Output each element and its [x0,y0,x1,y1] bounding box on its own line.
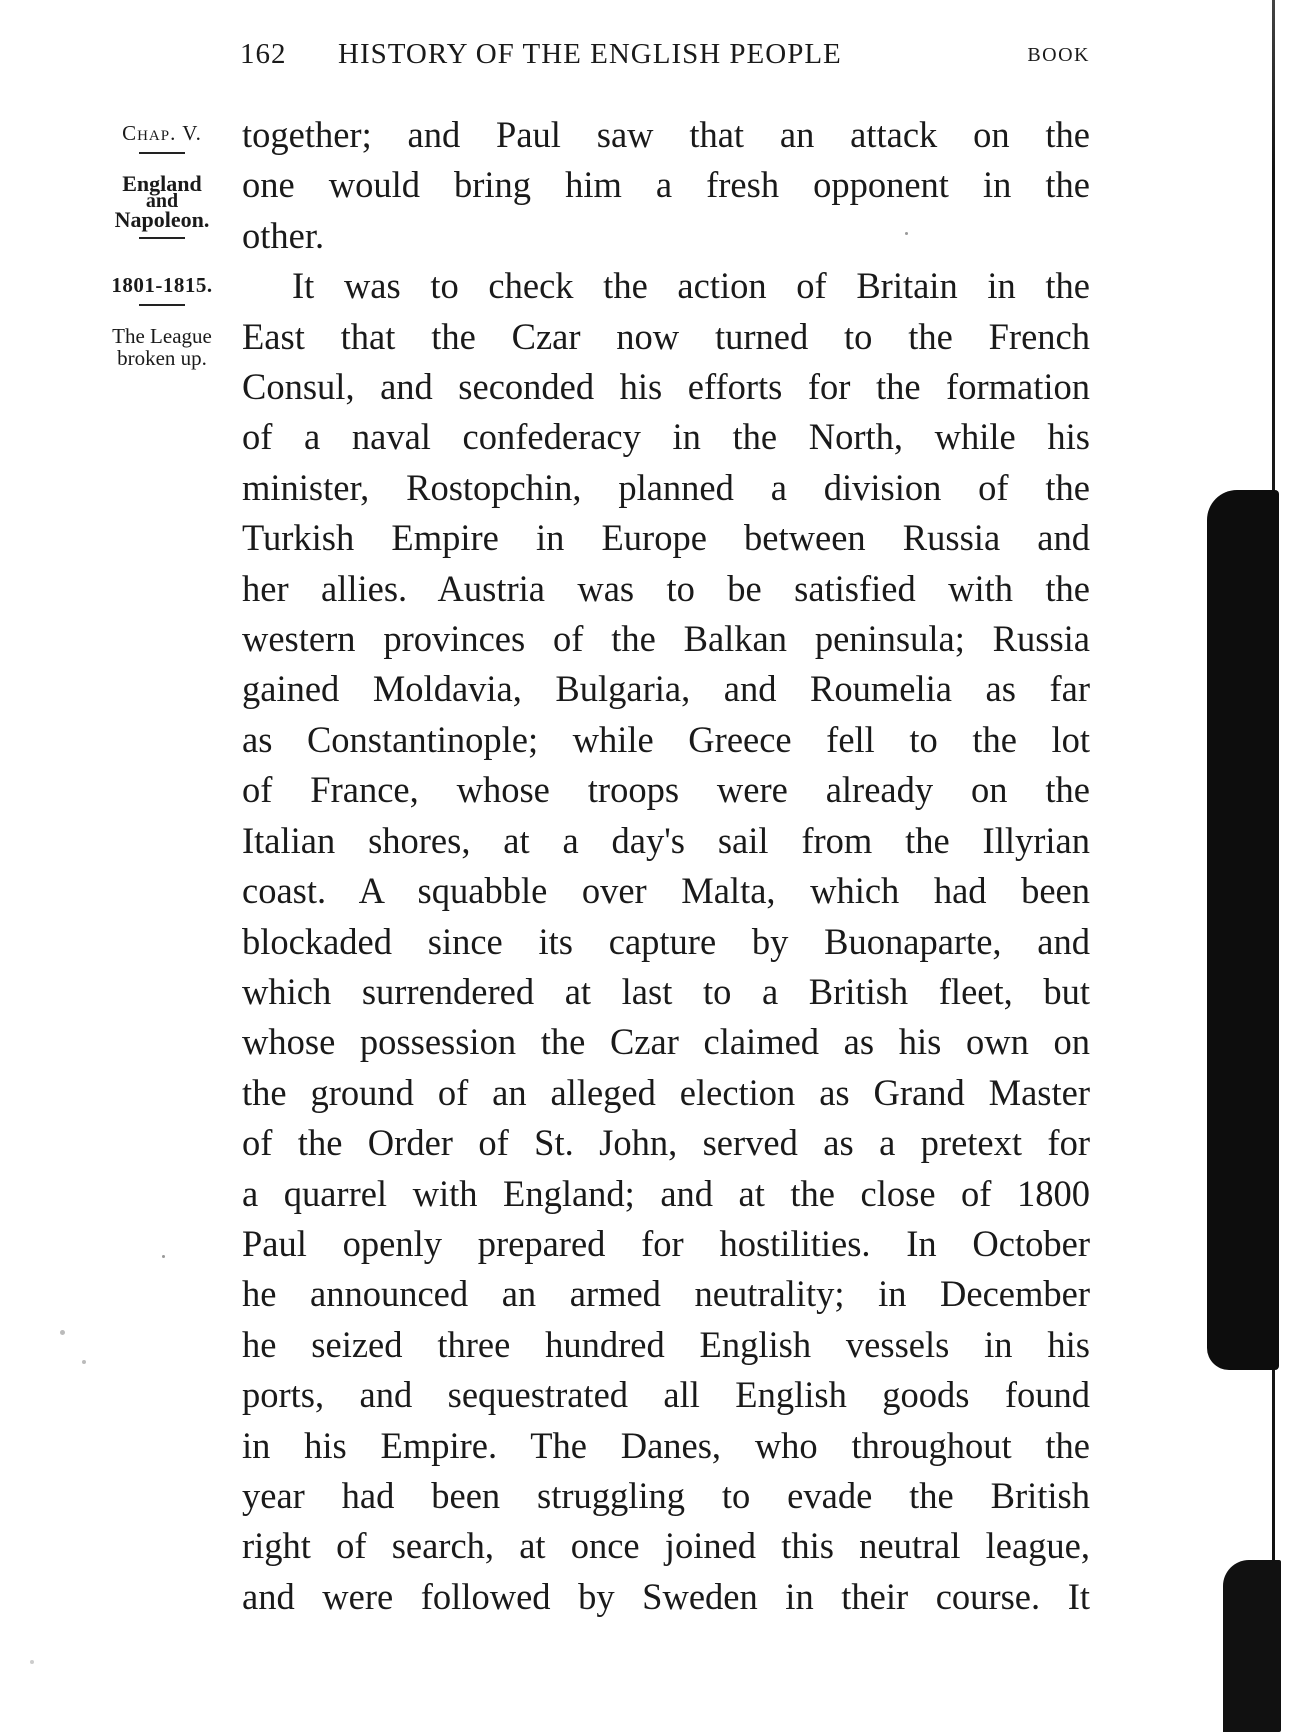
text-line: together; and Paul saw that an attack on the [242,114,1090,155]
margin-rule [139,237,185,239]
text-line: East that the Czar now turned to the French [242,315,1090,357]
margin-rule [139,152,185,154]
text-line: other. [242,214,325,256]
topic-line-1: England [122,171,202,196]
text-line: whose possession the Czar claimed as his own on [242,1021,1090,1063]
text-line: the ground of an alleged election as Grand Master [242,1071,1090,1113]
topic-line-2: and [145,190,179,212]
scan-speck [905,232,908,235]
margin-rule [139,304,185,306]
binding-dark-mark [1207,490,1279,1370]
text-line: It was to check the action of Britain in the [292,265,1090,307]
text-line: Turkish Empire in Europe between Russia and [242,517,1090,559]
date-range: 1801-1815. [111,273,213,297]
running-header [240,30,1090,80]
text-line: of France, whose troops were already on the [242,769,1090,811]
text-line: he seized three hundred English vessels in his [242,1323,1090,1365]
scan-speck [82,1360,86,1364]
text-line: Italian shores, at a day's sail from the Illyrian [242,819,1090,861]
text-line: and were followed by Sweden in their course. It [242,1575,1090,1617]
margin-topic [92,173,232,239]
scan-speck [30,1660,34,1664]
margin-note [92,325,232,369]
text-line: year had been struggling to evade the British [242,1474,1090,1516]
text-line: blockaded since its capture by Buonaparte, and [242,920,1090,962]
binding-dark-mark [1223,1560,1281,1732]
book-title: HISTORY OF THE ENGLISH PEOPLE [338,38,842,70]
text-line: gained Moldavia, Bulgaria, and Roumelia as far [242,668,1090,710]
text-line: one would bring him a fresh opponent in the [242,164,1090,206]
text-line: minister, Rostopchin, planned a division of the [242,466,1090,508]
text-line: right of search, at once joined this neutral league, [242,1525,1090,1567]
note-line-2: broken up. [117,346,207,371]
page-number: 162 [240,38,287,70]
text-line: he announced an armed neutrality; in December [242,1273,1090,1315]
scan-speck [60,1330,65,1335]
note-line-1: The League [112,324,212,348]
scan-speck [162,1255,165,1258]
text-line: as Constantinople; while Greece fell to the lot [242,718,1090,760]
text-line: of the Order of St. John, served as a pretext for [242,1122,1090,1164]
topic-line-3: Napoleon. [114,207,210,232]
text-line: in his Empire. The Danes, who throughout the [242,1424,1090,1466]
text-line: Paul openly prepared for hostilities. In October [242,1222,1090,1264]
text-line: her allies. Austria was to be satisfied with the [242,567,1090,609]
body-text [242,110,1090,1622]
book-label: BOOK [1027,44,1090,66]
text-line: western provinces of the Balkan peninsula; Russia [242,618,1090,660]
text-line: ports, and sequestrated all English goods found [242,1374,1090,1416]
paragraph-start-line [242,261,1090,311]
chapter-label: Chap. V. [122,121,202,145]
text-line: a quarrel with England; and at the close of 1800 [242,1172,1090,1214]
margin-dates [92,275,232,306]
margin-chapter [92,123,232,154]
text-line: Consul, and seconded his efforts for the formation [242,366,1090,408]
text-line: of a naval confederacy in the North, while his [242,416,1090,458]
text-line: coast. A squabble over Malta, which had been [242,870,1090,912]
text-line: which surrendered at last to a British fleet, but [242,970,1090,1012]
